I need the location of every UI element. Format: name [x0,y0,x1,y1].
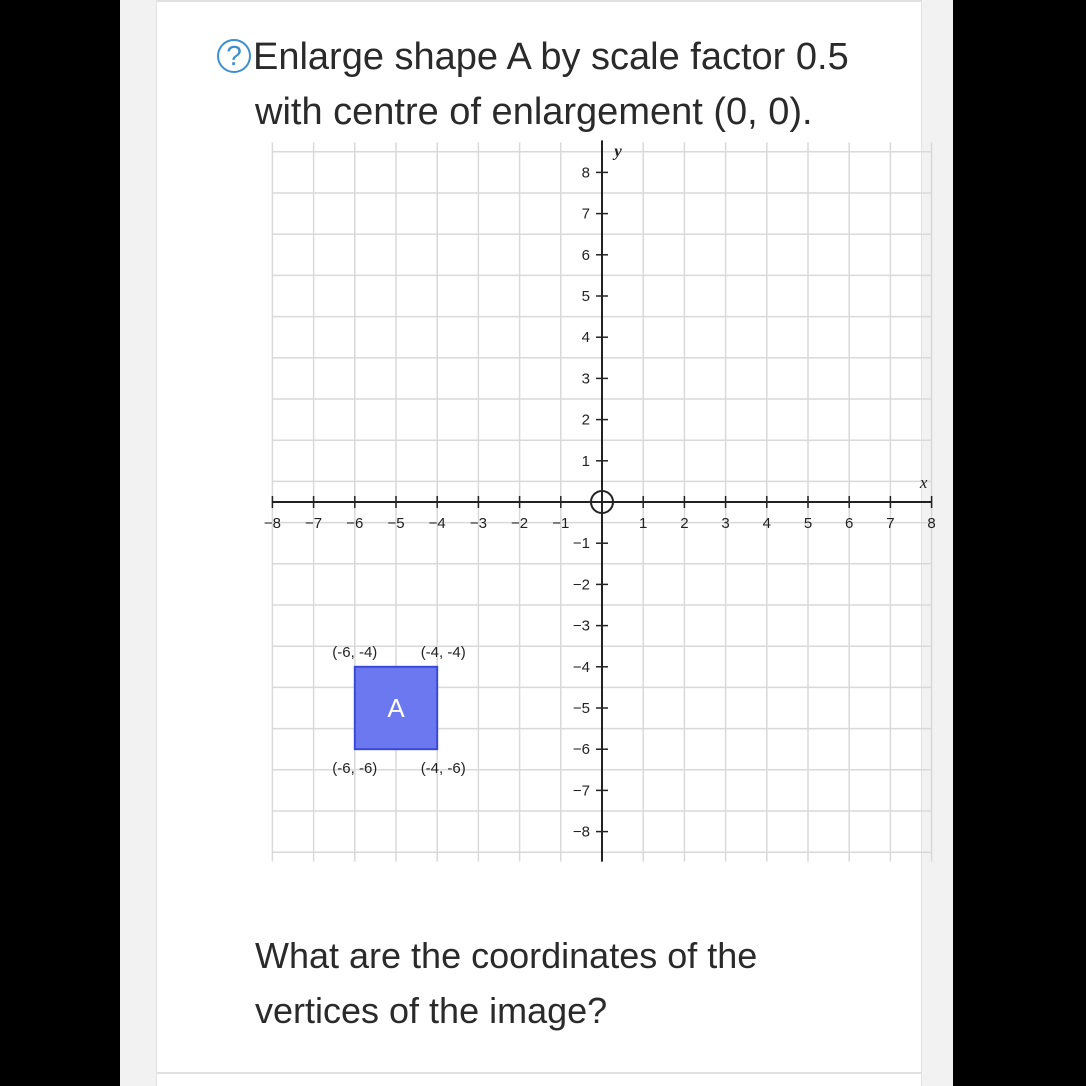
y-tick-label: −3 [572,617,590,635]
y-tick-label: −8 [572,823,590,841]
x-tick-label: 8 [927,515,936,532]
x-tick-label: 5 [803,515,813,532]
y-tick-label: −1 [572,535,590,553]
y-tick-label: −5 [572,700,590,717]
shape-label: A [387,693,405,723]
y-tick-label: −4 [572,658,590,676]
y-tick-label: −2 [572,576,590,594]
question-text [217,30,907,140]
y-tick-label: 7 [581,205,590,223]
top-divider [157,0,921,2]
x-tick-label: −2 [511,515,529,532]
x-tick-label: −3 [469,515,487,532]
question-circle-icon[interactable]: ? [217,39,251,73]
y-axis-label: y [614,141,622,161]
x-tick-label: 2 [680,515,689,532]
vertex-label: (-6, -4) [332,643,378,661]
x-tick-label: 7 [886,515,895,532]
question-card [156,0,936,1086]
question-line-2: with centre of enlargement (0, 0). [255,91,813,133]
x-tick-label: −5 [387,515,405,532]
y-tick-label: −7 [572,782,590,800]
follow-up-line-2: vertices of the image? [255,990,608,1031]
y-tick-label: 4 [581,329,590,347]
bottom-divider [157,1072,921,1074]
x-tick-label: −7 [305,515,323,532]
y-tick-label: 2 [581,411,590,429]
y-tick-label: 3 [581,370,590,388]
follow-up-line-1: What are the coordinates of the [255,935,758,976]
vertex-label: (-4, -6) [420,760,466,778]
vertex-label: (-4, -4) [420,643,466,661]
question-line-1 [217,30,907,85]
y-tick-label: 6 [581,246,590,264]
coordinate-grid [257,140,957,880]
y-tick-label: 5 [581,288,590,305]
question-line-1-text: Enlarge shape A by scale factor 0.5 [253,36,849,78]
screen [120,0,953,1086]
vertex-label: (-6, -6) [332,760,378,778]
y-tick-label: 1 [581,452,590,470]
x-tick-label: −1 [552,515,570,532]
y-tick-label: 8 [581,164,590,182]
x-tick-label: −8 [263,515,281,532]
follow-up-question [255,928,895,1038]
x-tick-label: 3 [721,515,730,532]
x-tick-label: 1 [639,515,648,532]
x-axis-label: x [919,473,928,492]
x-tick-label: 4 [762,515,771,532]
x-tick-label: 6 [845,515,854,532]
x-tick-label: −6 [346,515,364,532]
x-tick-label: −4 [428,515,446,532]
y-tick-label: −6 [572,741,590,759]
